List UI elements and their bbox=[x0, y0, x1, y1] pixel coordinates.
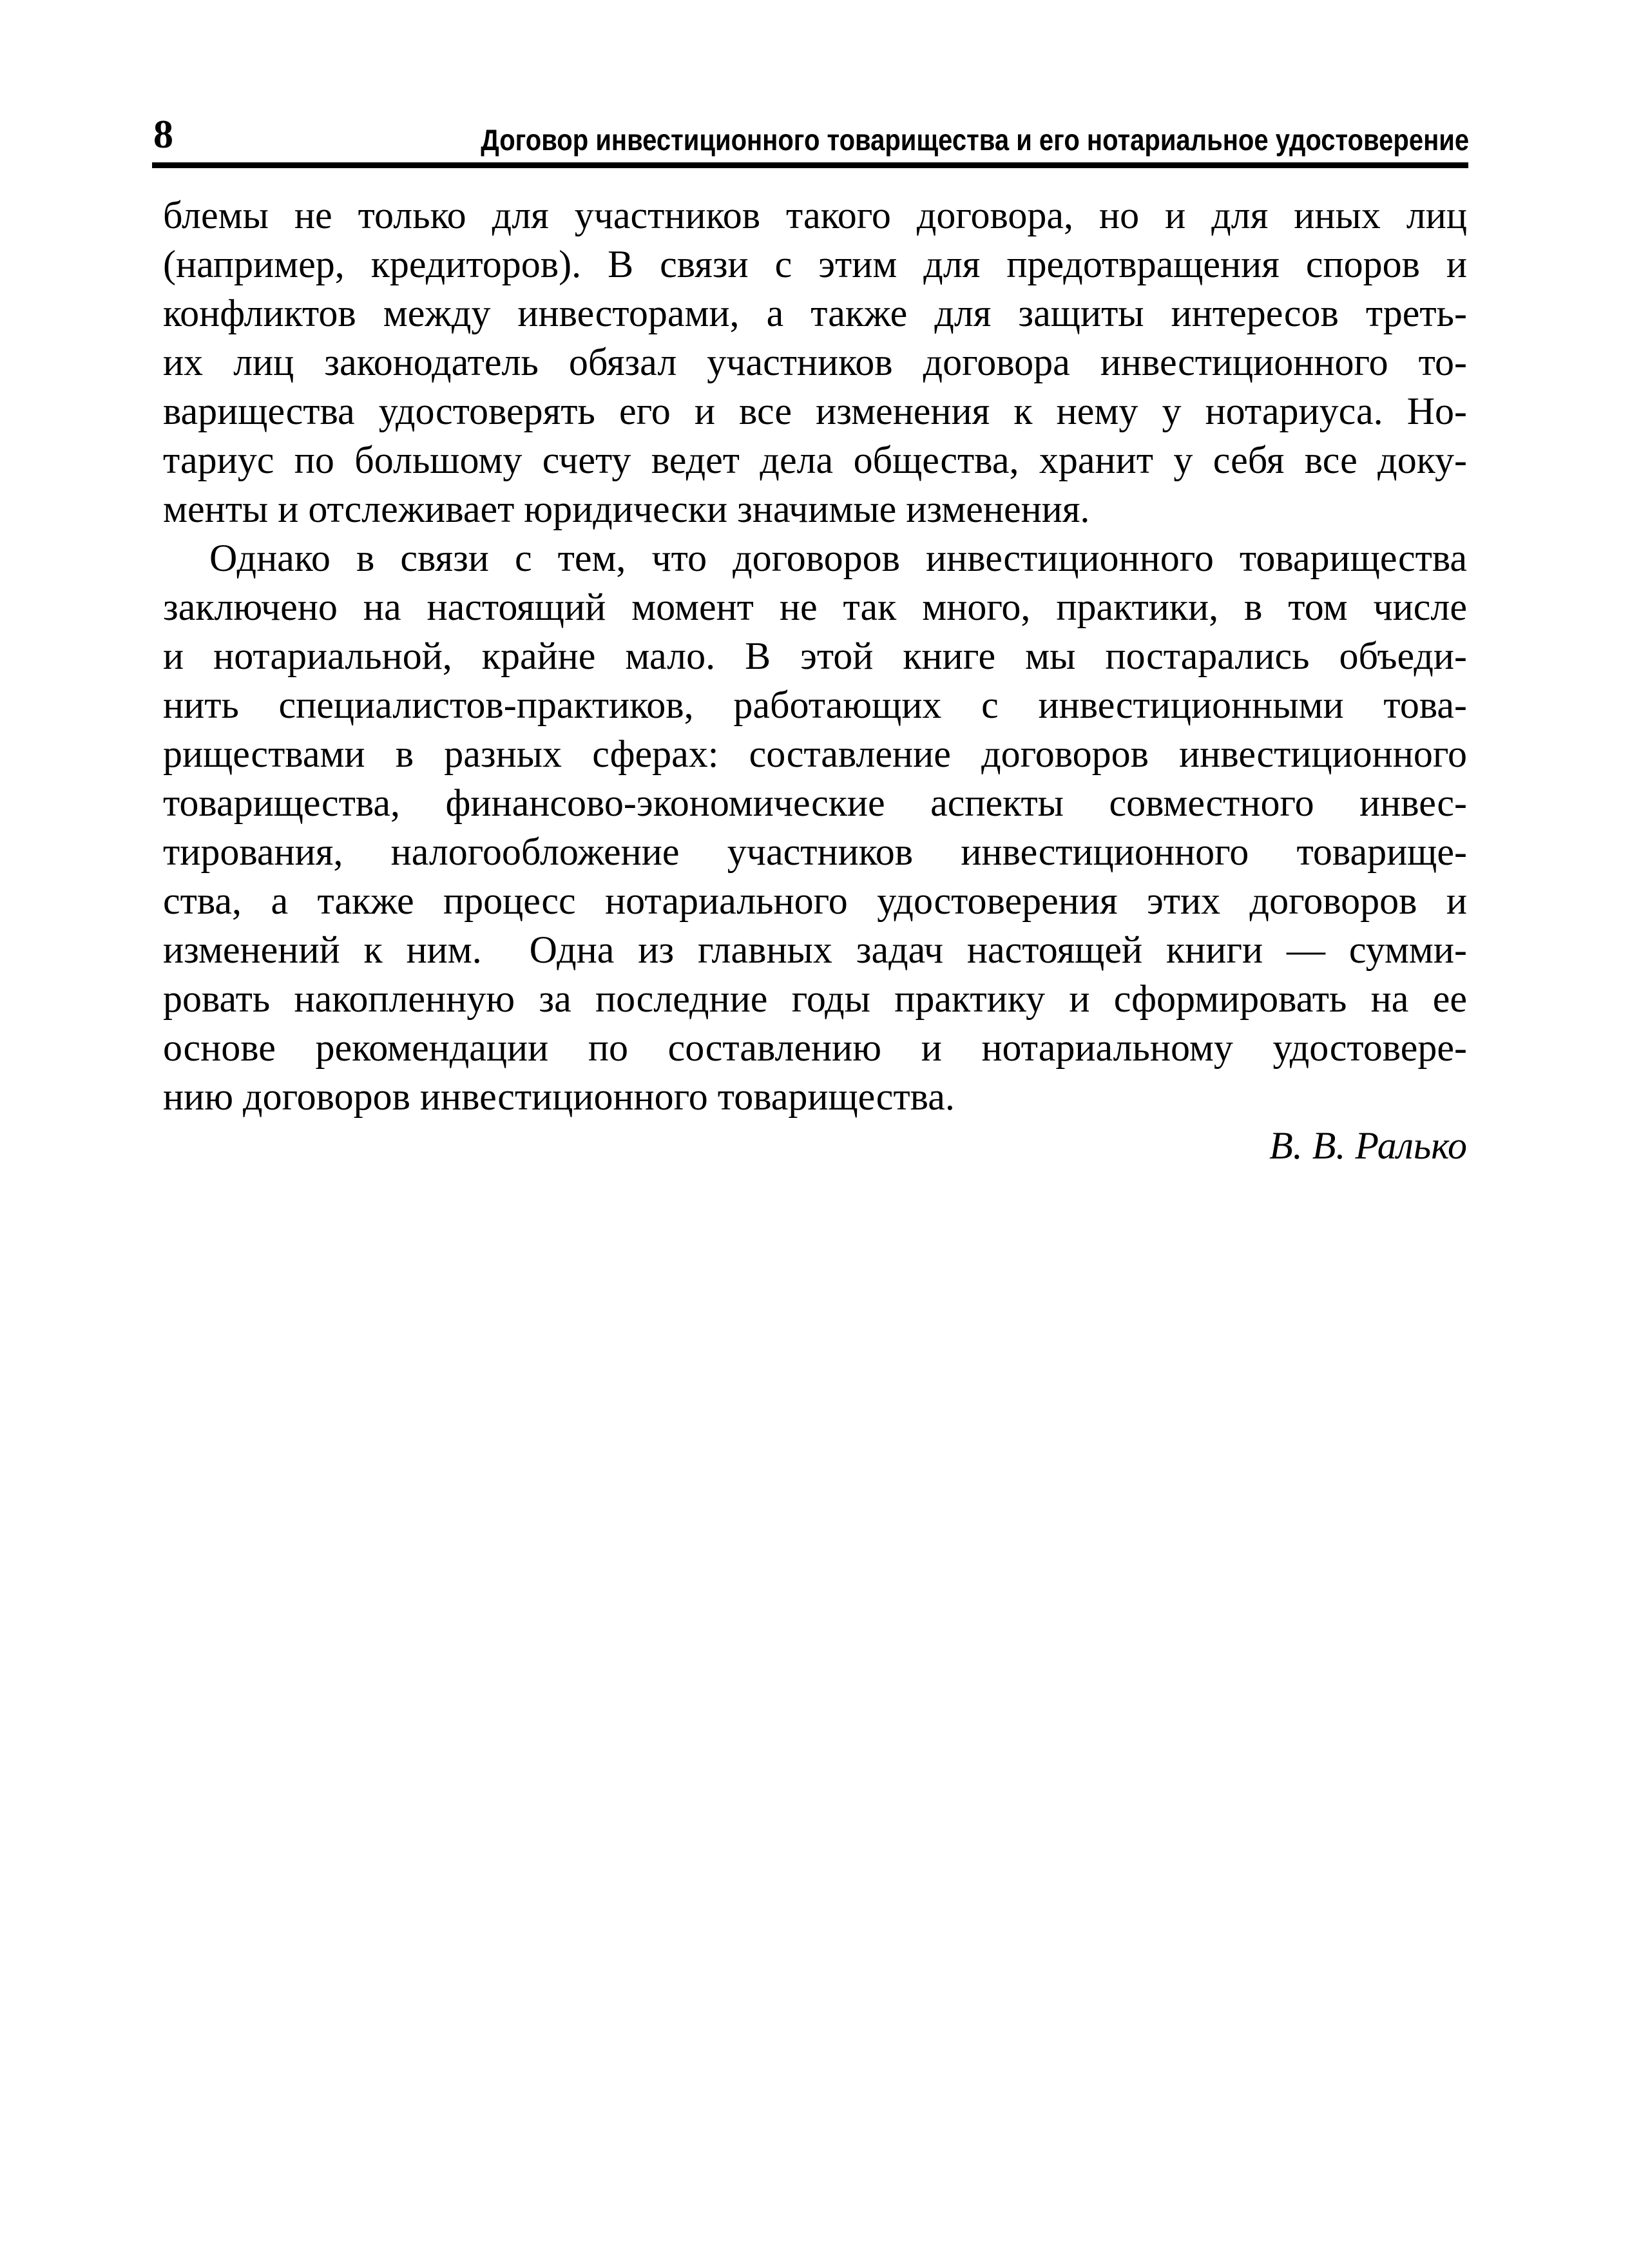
body-line: варищества удостоверять его и все изменения к нему у нотариуса. Но- bbox=[163, 390, 1467, 432]
header-rule bbox=[152, 162, 1468, 168]
body-line: их лиц законодатель обязал участников договора инвестиционного то- bbox=[163, 341, 1467, 383]
author-signature: В. В. Ралько bbox=[1269, 1124, 1467, 1167]
running-title: Договор инвестиционного товарищества и его нотариальное удостоверение bbox=[481, 123, 1469, 157]
body-line: риществами в разных сферах: составление договоров инвестиционного bbox=[163, 733, 1467, 775]
body-line: заключено на настоящий момент не так много, практики, в том числе bbox=[163, 586, 1467, 628]
body-line: нить специалистов-практиков, работающих с инвестиционными това- bbox=[163, 684, 1467, 726]
body-line: нию договоров инвестиционного товарищества. bbox=[163, 1075, 955, 1118]
body-line: тариус по большому счету ведет дела общества, хранит у себя все доку- bbox=[163, 439, 1467, 481]
body-line: Однако в связи с тем, что договоров инвестиционного товарищества bbox=[209, 537, 1467, 579]
body-line: ровать накопленную за последние годы практику и сформировать на ее bbox=[163, 977, 1467, 1020]
body-line: менты и отслеживает юридически значимые изменения. bbox=[163, 488, 1090, 530]
body-line: конфликтов между инвесторами, а также для защиты интересов треть- bbox=[163, 292, 1467, 334]
page-number: 8 bbox=[153, 113, 173, 157]
body-line: тирования, налогообложение участников инвестиционного товарище- bbox=[163, 831, 1467, 873]
page-body bbox=[163, 191, 1467, 1170]
body-line: (например, кредиторов). В связи с этим для предотвращения споров и bbox=[163, 243, 1467, 285]
body-line: блемы не только для участников такого договора, но и для иных лиц bbox=[163, 194, 1467, 236]
page-header bbox=[153, 111, 1469, 155]
body-paragraphs bbox=[163, 191, 1467, 1121]
body-line: изменений к ним. Одна из главных задач настоящей книги — сумми- bbox=[163, 928, 1467, 971]
body-line: и нотариальной, крайне мало. В этой книге мы постарались объеди- bbox=[163, 635, 1467, 677]
body-line: основе рекомендации по составлению и нотариальному удостовере- bbox=[163, 1026, 1467, 1069]
body-line: ства, а также процесс нотариального удостоверения этих договоров и bbox=[163, 879, 1467, 922]
body-line: товарищества, финансово-экономические аспекты совместного инвес- bbox=[163, 782, 1467, 824]
